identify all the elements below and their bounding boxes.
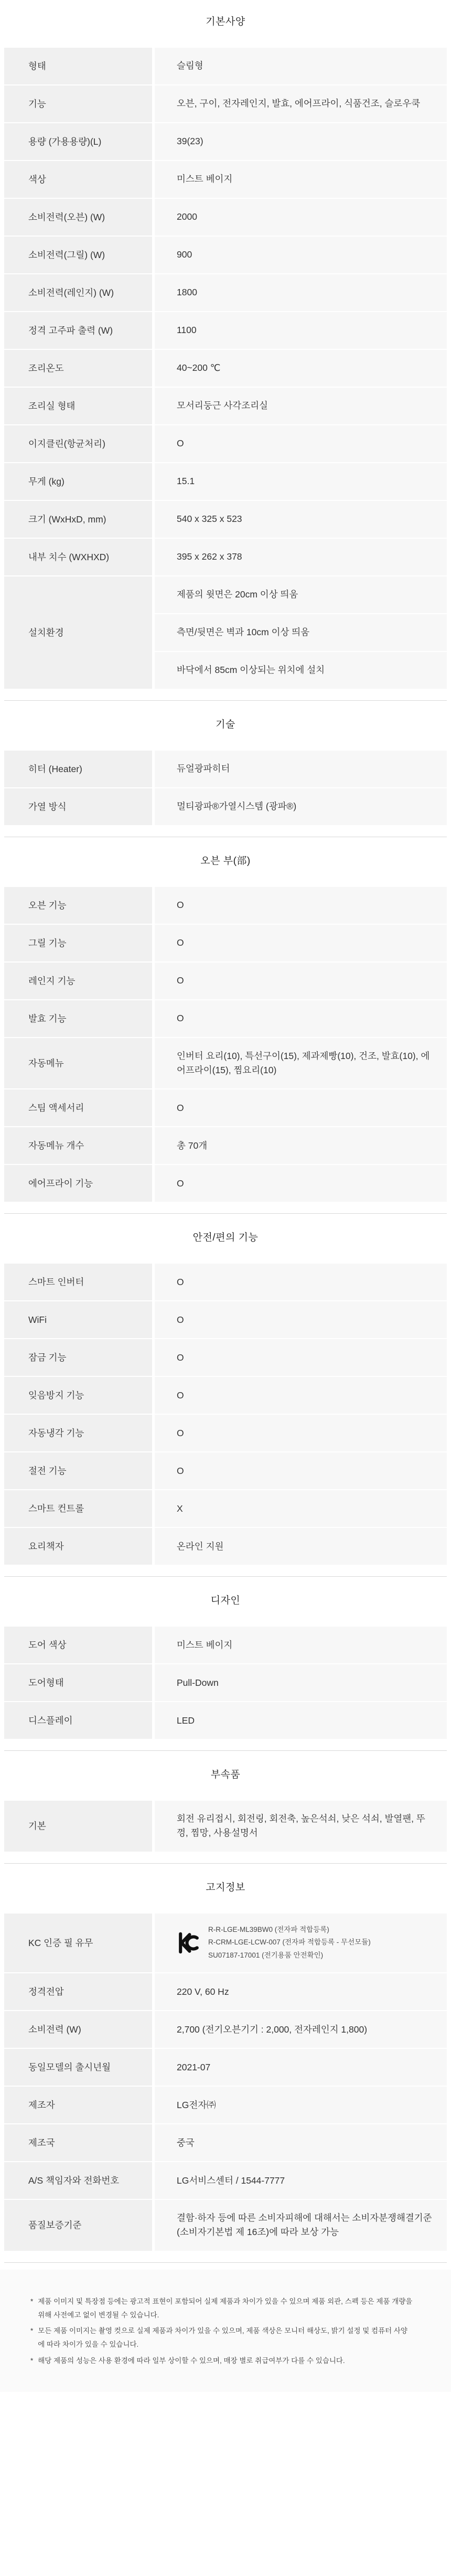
spec-section [0, 1576, 451, 1739]
table-row [4, 1801, 447, 1851]
row-value-cell: 220 V, 60 Hz [155, 1973, 447, 2010]
row-values [155, 576, 447, 689]
table-row [4, 350, 447, 387]
table-row [4, 2200, 447, 2250]
footnote-text: 모든 제품 이미지는 촬영 컷으로 실제 제품과 차이가 있을 수 있으며, 제품 색상은 모니터 해상도, 밝기 설정 및 컴퓨터 사양에 따라 차이가 있을 수 있습니다. [38, 2327, 407, 2349]
row-values [155, 1089, 447, 1126]
row-values [155, 199, 447, 236]
row-label: 히터 (Heater) [4, 751, 152, 787]
row-label: 조리실 형태 [4, 388, 152, 424]
table-row [4, 887, 447, 924]
footnote-text: 해당 제품의 성능은 사용 환경에 따라 일부 상이할 수 있으며, 매장 별로 취급여부가 다를 수 있습니다. [38, 2356, 345, 2365]
footnote-divider [4, 2262, 447, 2263]
row-label: 스마트 인버터 [4, 1264, 152, 1300]
spec-table [4, 48, 447, 689]
table-row [4, 1165, 447, 1202]
row-label: 도어 색상 [4, 1627, 152, 1663]
row-value-cell: O [155, 887, 447, 924]
row-label: KC 인증 필 유무 [4, 1914, 152, 1973]
row-label: 잠금 기능 [4, 1339, 152, 1376]
row-values [155, 2162, 447, 2199]
row-label: 오븐 기능 [4, 887, 152, 924]
row-value-cell: O [155, 1000, 447, 1037]
row-value-cell: 총 70개 [155, 1127, 447, 1164]
row-values [155, 1264, 447, 1300]
row-value-cell: LG서비스센터 / 1544-7777 [155, 2162, 447, 2199]
kc-cert-line: R-CRM-LGE-LCW-007 (전자파 적합등록 - 무선모듈) [208, 1938, 371, 1947]
row-values [155, 1973, 447, 2010]
row-label: 그릴 기능 [4, 925, 152, 961]
row-values [155, 425, 447, 462]
row-value-cell: 제품의 윗면은 20cm 이상 띄움 [155, 576, 447, 613]
row-values [155, 237, 447, 273]
row-value-cell: O [155, 963, 447, 999]
kc-certification-icon [177, 1931, 201, 1954]
row-values [155, 1914, 447, 1973]
table-row [4, 1264, 447, 1300]
row-value-cell: 미스트 베이지 [155, 1627, 447, 1663]
table-row [4, 788, 447, 825]
section-title: 부속품 [210, 1769, 241, 1781]
row-value-cell: 40~200 ℃ [155, 350, 447, 387]
table-row [4, 1973, 447, 2010]
spec-section [0, 0, 451, 689]
row-label: 소비전력(레인지) (W) [4, 274, 152, 311]
row-value-cell: LED [155, 1702, 447, 1739]
spec-table [4, 1801, 447, 1851]
kc-cert-line: SU07187-17001 (전기용품 안전확인) [208, 1951, 324, 1960]
footnote-text: 제품 이미지 및 특장점 등에는 광고적 표현이 포함되어 실제 제품과 차이가 있을 수 있으며 제품 외관, 스펙 등은 제품 개량을 위해 사전예고 없이 변경될 수 있습니다. [38, 2297, 413, 2319]
section-title: 오븐 부(部) [200, 856, 251, 867]
footnote-asterisk: * [30, 2356, 34, 2365]
section-title: 디자인 [210, 1595, 241, 1607]
kc-certification-block [177, 1925, 433, 1962]
row-value-cell: 395 x 262 x 378 [155, 539, 447, 575]
row-values [155, 48, 447, 84]
spec-section [0, 700, 451, 825]
row-label: 정격 고주파 출력 (W) [4, 312, 152, 349]
table-row [4, 274, 447, 311]
row-value-cell: 39(23) [155, 123, 447, 160]
table-row [4, 123, 447, 160]
table-row [4, 576, 447, 689]
row-values [155, 274, 447, 311]
spec-table [4, 751, 447, 825]
row-label: 레인지 기능 [4, 963, 152, 999]
row-label: 기능 [4, 85, 152, 122]
table-row [4, 963, 447, 999]
row-label: 가열 방식 [4, 788, 152, 825]
row-label: 조리온도 [4, 350, 152, 387]
row-value-cell: 인버터 요리(10), 특선구이(15), 제과제빵(10), 건조, 발효(10), 에어프라이(15), 찜요리(10) [155, 1038, 447, 1088]
row-value-cell: 모서리둥근 사각조리실 [155, 388, 447, 424]
row-label: 자동메뉴 [4, 1038, 152, 1088]
table-row [4, 1000, 447, 1037]
row-label: 디스플레이 [4, 1702, 152, 1739]
table-row [4, 1415, 447, 1451]
row-label: WiFi [4, 1301, 152, 1338]
row-value-cell: 중국 [155, 2124, 447, 2161]
row-value-cell: 2,700 (전기오븐기기 : 2,000, 전자레인지 1,800) [155, 2011, 447, 2048]
row-values [155, 1301, 447, 1338]
row-label: 잊음방지 기능 [4, 1377, 152, 1414]
table-row [4, 1664, 447, 1701]
row-label: 소비전력(그릴) (W) [4, 237, 152, 273]
row-label: 기본 [4, 1801, 152, 1851]
row-values [155, 1000, 447, 1037]
row-label: 내부 치수 (WXHXD) [4, 539, 152, 575]
row-label: 발효 기능 [4, 1000, 152, 1037]
footnote-item [30, 2324, 414, 2352]
row-values [155, 1415, 447, 1451]
spec-table [4, 1264, 447, 1565]
row-values [155, 2124, 447, 2161]
row-values [155, 2087, 447, 2123]
row-value-cell: 2021-07 [155, 2049, 447, 2086]
row-label: A/S 책임자와 전화번호 [4, 2162, 152, 2199]
table-row [4, 237, 447, 273]
table-row [4, 1301, 447, 1338]
row-label: 품질보증기준 [4, 2200, 152, 2250]
row-value-cell: 바닥에서 85cm 이상되는 위치에 설치 [155, 652, 447, 689]
table-row [4, 1914, 447, 1973]
row-values [155, 1627, 447, 1663]
table-row [4, 925, 447, 961]
row-values [155, 388, 447, 424]
row-label: 도어형태 [4, 1664, 152, 1701]
table-row [4, 501, 447, 538]
row-value-cell: O [155, 1301, 447, 1338]
row-label: 제조자 [4, 2087, 152, 2123]
spec-section [0, 1750, 451, 1851]
row-label: 소비전력(오븐) (W) [4, 199, 152, 236]
row-values [155, 2011, 447, 2048]
table-row [4, 2124, 447, 2161]
row-value-cell: 1800 [155, 274, 447, 311]
table-row [4, 2162, 447, 2199]
row-value-cell: 결함·하자 등에 따른 소비자피해에 대해서는 소비자분쟁해결기준 (소비자기본법 제 16조)에 따라 보상 가능 [155, 2200, 447, 2250]
table-row [4, 85, 447, 122]
row-label: 크기 (WxHxD, mm) [4, 501, 152, 538]
section-title: 기술 [216, 719, 235, 730]
row-value-cell: O [155, 1452, 447, 1489]
row-value-cell: Pull-Down [155, 1664, 447, 1701]
kc-cert-line: R-R-LGE-ML39BW0 (전자파 적합등록) [208, 1925, 329, 1933]
row-value-cell: 회전 유리접시, 회전링, 회전축, 높은석쇠, 낮은 석쇠, 발열팬, 뚜껑, 찜망, 사용설명서 [155, 1801, 447, 1851]
row-value-cell: 1100 [155, 312, 447, 349]
row-value-cell: 미스트 베이지 [155, 161, 447, 198]
row-values [155, 123, 447, 160]
row-values [155, 85, 447, 122]
row-value-cell: 2000 [155, 199, 447, 236]
row-label: 스마트 컨트롤 [4, 1490, 152, 1527]
table-row [4, 1089, 447, 1126]
row-label: 절전 기능 [4, 1452, 152, 1489]
row-value-cell: 멀티광파®가열시스템 (광파®) [155, 788, 447, 825]
row-label: 자동냉각 기능 [4, 1415, 152, 1451]
table-row [4, 425, 447, 462]
row-values [155, 1377, 447, 1414]
row-value-cell: 900 [155, 237, 447, 273]
spec-section [0, 837, 451, 1202]
row-values [155, 1664, 447, 1701]
row-label: 무게 (kg) [4, 463, 152, 500]
row-value-cell [155, 1914, 447, 1973]
footnote-asterisk: * [30, 2297, 34, 2305]
row-values [155, 1801, 447, 1851]
row-values [155, 887, 447, 924]
row-values [155, 1702, 447, 1739]
section-title: 고지정보 [206, 1882, 245, 1893]
row-values [155, 350, 447, 387]
row-values [155, 1127, 447, 1164]
row-values [155, 501, 447, 538]
row-label: 정격전압 [4, 1973, 152, 2010]
table-row [4, 539, 447, 575]
row-values [155, 751, 447, 787]
row-value-cell: O [155, 1089, 447, 1126]
table-row [4, 388, 447, 424]
row-values [155, 463, 447, 500]
footnote-item [30, 2354, 414, 2368]
table-row [4, 2011, 447, 2048]
table-row [4, 1490, 447, 1527]
table-row [4, 1702, 447, 1739]
table-row [4, 463, 447, 500]
row-value-cell: O [155, 1264, 447, 1300]
row-values [155, 2049, 447, 2086]
row-value-cell: O [155, 1415, 447, 1451]
row-values [155, 925, 447, 961]
row-label: 동일모델의 출시년월 [4, 2049, 152, 2086]
spec-section [0, 1863, 451, 2251]
row-values [155, 161, 447, 198]
row-values [155, 963, 447, 999]
table-row [4, 2087, 447, 2123]
table-row [4, 1038, 447, 1088]
row-label: 설치환경 [4, 576, 152, 689]
table-row [4, 1339, 447, 1376]
row-label: 제조국 [4, 2124, 152, 2161]
row-values [155, 312, 447, 349]
row-value-cell: O [155, 925, 447, 961]
row-values [155, 1038, 447, 1088]
table-row [4, 2049, 447, 2086]
spec-table [4, 1914, 447, 2251]
section-title: 기본사양 [206, 16, 245, 27]
row-values [155, 788, 447, 825]
spec-table [4, 1627, 447, 1739]
table-row [4, 48, 447, 84]
row-values [155, 1165, 447, 1202]
section-title: 안전/편의 기능 [192, 1232, 259, 1244]
row-value-cell: 오븐, 구이, 전자레인지, 발효, 에어프라이, 식품건조, 슬로우쿡 [155, 85, 447, 122]
spec-table [4, 887, 447, 1202]
row-value-cell: LG전자㈜ [155, 2087, 447, 2123]
row-value-cell: 듀얼광파히터 [155, 751, 447, 787]
row-label: 요리책자 [4, 1528, 152, 1565]
row-label: 에어프라이 기능 [4, 1165, 152, 1202]
row-values [155, 1452, 447, 1489]
kc-cert-lines [208, 1925, 371, 1962]
row-value-cell: O [155, 425, 447, 462]
table-row [4, 1452, 447, 1489]
footnote-asterisk: * [30, 2327, 34, 2335]
row-label: 스팀 액세서리 [4, 1089, 152, 1126]
row-value-cell: 15.1 [155, 463, 447, 500]
table-row [4, 1627, 447, 1663]
footnotes [0, 2270, 451, 2392]
row-label: 이지클린(항균처리) [4, 425, 152, 462]
table-row [4, 1127, 447, 1164]
table-row [4, 312, 447, 349]
row-label: 색상 [4, 161, 152, 198]
row-values [155, 539, 447, 575]
row-value-cell: X [155, 1490, 447, 1527]
row-values [155, 1528, 447, 1565]
row-label: 용량 (가용용량)(L) [4, 123, 152, 160]
row-value-cell: 슬림형 [155, 48, 447, 84]
row-value-cell: 540 x 325 x 523 [155, 501, 447, 538]
row-value-cell: O [155, 1165, 447, 1202]
row-label: 자동메뉴 개수 [4, 1127, 152, 1164]
table-row [4, 1528, 447, 1565]
row-label: 소비전력 (W) [4, 2011, 152, 2048]
table-row [4, 1377, 447, 1414]
row-label: 형태 [4, 48, 152, 84]
row-value-cell: 온라인 지원 [155, 1528, 447, 1565]
row-value-cell: 측면/뒷면은 벽과 10cm 이상 띄움 [155, 614, 447, 651]
row-value-cell: O [155, 1377, 447, 1414]
row-values [155, 1490, 447, 1527]
spec-section [0, 1213, 451, 1565]
table-row [4, 199, 447, 236]
table-row [4, 751, 447, 787]
table-row [4, 161, 447, 198]
row-values [155, 2200, 447, 2250]
footnote-item [30, 2295, 414, 2323]
row-value-cell: O [155, 1339, 447, 1376]
row-values [155, 1339, 447, 1376]
